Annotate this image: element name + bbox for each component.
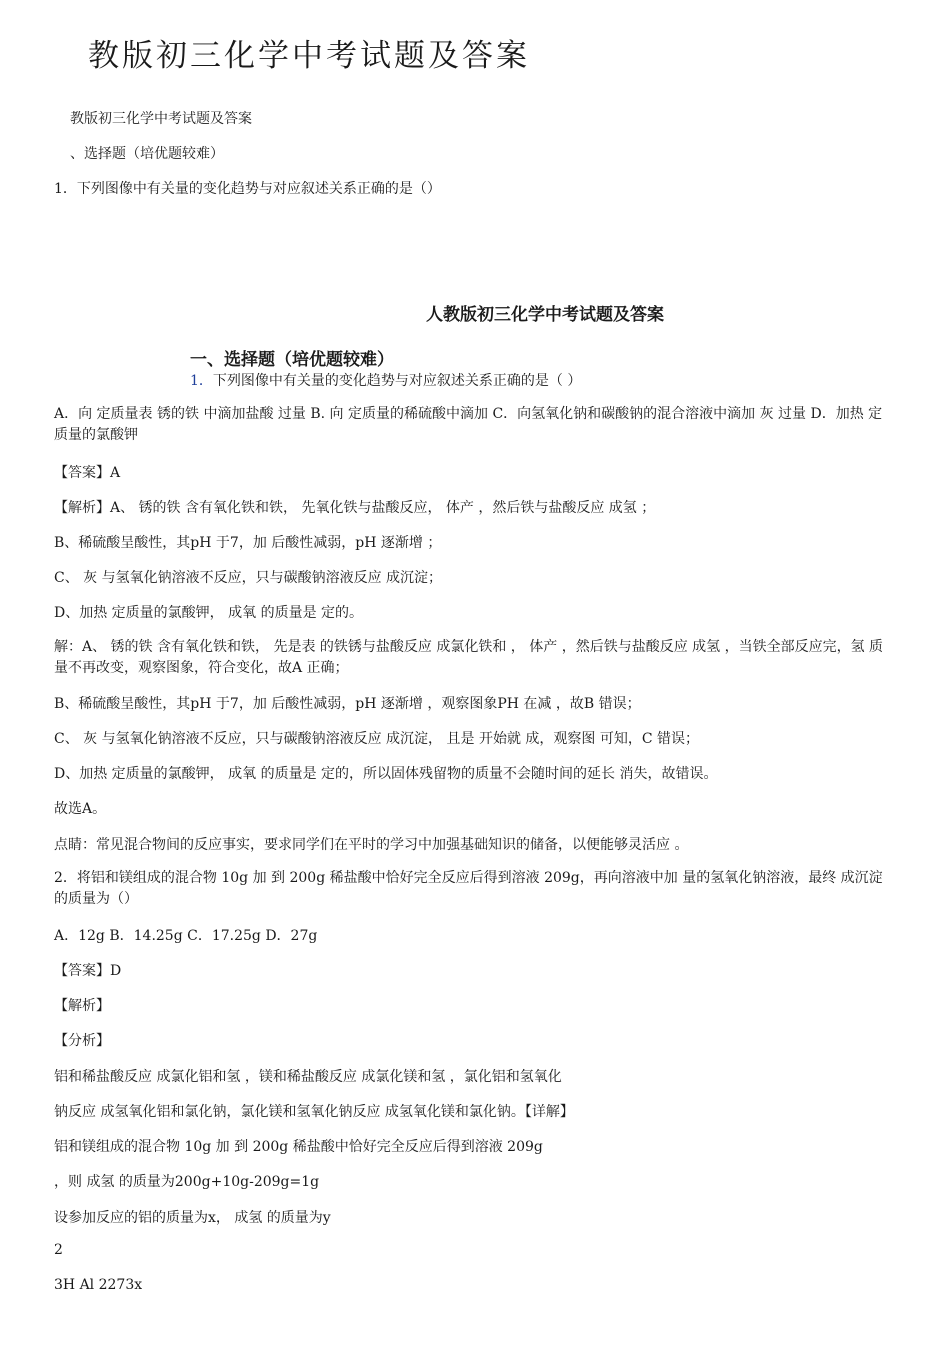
section-heading: 一、选择题（培优题较难） <box>190 350 394 370</box>
question-2-paragraph-7: 3H Al 2273x <box>54 1277 143 1293</box>
question-2-text: 2．将铝和镁组成的混合物 10g 加 到 200g 稀盐酸中恰好完全反应后得到溶液 209g，再向溶液中加 量的氢氧化钠溶液，最终 成沉淀的质量为（） <box>54 870 883 907</box>
question-1-small: 1．下列图像中有关量的变化趋势与对应叙述关系正确的是（） <box>54 181 441 197</box>
question-1-solve-d: D、加热 定质量的氯酸钾， 成氧 的质量是 定的，所以固体残留物的质量不会随时间的延长 消失，故错误。 <box>54 766 718 782</box>
question-1-solve-a: 解：A、 锈的铁 含有氧化铁和铁， 先是表 的铁锈与盐酸反应 成氯化铁和 ， 体产 ，然后铁与盐酸反应 成氢 ，当铁全部反应完，氢 质量不再改变，观察图象，符合变化，故A 正确； <box>54 639 884 676</box>
question-2-paragraph-5: 设参加反应的铝的质量为x， 成氢 的质量为y <box>54 1210 331 1226</box>
document-title: 教版初三化学中考试题及答案 <box>88 38 530 74</box>
question-1-choose: 故选A。 <box>54 801 107 817</box>
question-1-analysis-c: C、 灰 与氢氧化钠溶液不反应，只与碳酸钠溶液反应 成沉淀； <box>54 570 443 586</box>
question-2-fenxi: 【分析】 <box>54 1033 110 1049</box>
question-1 <box>190 370 581 390</box>
question-1-analysis-a: 【解析】A、 锈的铁 含有氧化铁和铁， 先氧化铁与盐酸反应， 体产 ，然后铁与盐酸反应 成氢 ； <box>54 500 656 516</box>
question-1-analysis-d: D、加热 定质量的氯酸钾， 成氧 的质量是 定的。 <box>54 605 364 621</box>
question-1-answer: 【答案】A <box>54 465 121 481</box>
question-1-analysis-b: B、稀硫酸呈酸性，其pH 于7，加 后酸性减弱，pH 逐渐增 ； <box>54 535 442 551</box>
question-1-comment: 点睛：常见混合物间的反应事实，要求同学们在平时的学习中加强基础知识的储备，以便能够灵活应 。 <box>54 837 689 853</box>
section-heading-small: 、选择题（培优题较难） <box>70 146 224 162</box>
question-1-solve-c: C、 灰 与氢氧化钠溶液不反应，只与碳酸钠溶液反应 成沉淀， 且是 开始就 成，观察图 可知，C 错误； <box>54 731 700 747</box>
question-2-paragraph-3: 铝和镁组成的混合物 10g 加 到 200g 稀盐酸中恰好完全反应后得到溶液 209g <box>54 1139 543 1155</box>
question-2-options: A．12g B．14.25g C．17.25g D．27g <box>54 928 318 944</box>
question-2-paragraph-4: ，则 成氢 的质量为200g+10g-209g=1g <box>54 1174 320 1190</box>
question-2-paragraph-1: 铝和稀盐酸反应 成氯化铝和氢 ，镁和稀盐酸反应 成氯化镁和氢 ，氯化铝和氢氧化 <box>54 1069 562 1085</box>
question-1-text: 下列图像中有关量的变化趋势与对应叙述关系正确的是（ ） <box>212 373 582 389</box>
document-subtitle: 教版初三化学中考试题及答案 <box>70 111 252 127</box>
question-1-options: A．向 定质量表 锈的铁 中滴加盐酸 过量 B. 向 定质量的稀硫酸中滴加 C．向氢氧化钠和碳酸钠的混合溶液中滴加 灰 过量 D．加热 定质量的氯酸钾 <box>54 406 883 443</box>
question-2-paragraph-6: 2 <box>54 1242 63 1258</box>
center-title: 人教版初三化学中考试题及答案 <box>426 305 664 325</box>
question-1-number: 1． <box>190 373 213 389</box>
question-1-solve-b: B、稀硫酸呈酸性，其pH 于7，加 后酸性减弱，pH 逐渐增 ，观察图象PH 在减 ，故B 错误； <box>54 696 641 712</box>
question-2-answer: 【答案】D <box>54 963 122 979</box>
question-2-analysis: 【解析】 <box>54 998 110 1014</box>
question-2-paragraph-2: 钠反应 成氢氧化铝和氯化钠，氯化镁和氢氧化钠反应 成氢氧化镁和氯化钠。【详解】 <box>54 1104 574 1120</box>
